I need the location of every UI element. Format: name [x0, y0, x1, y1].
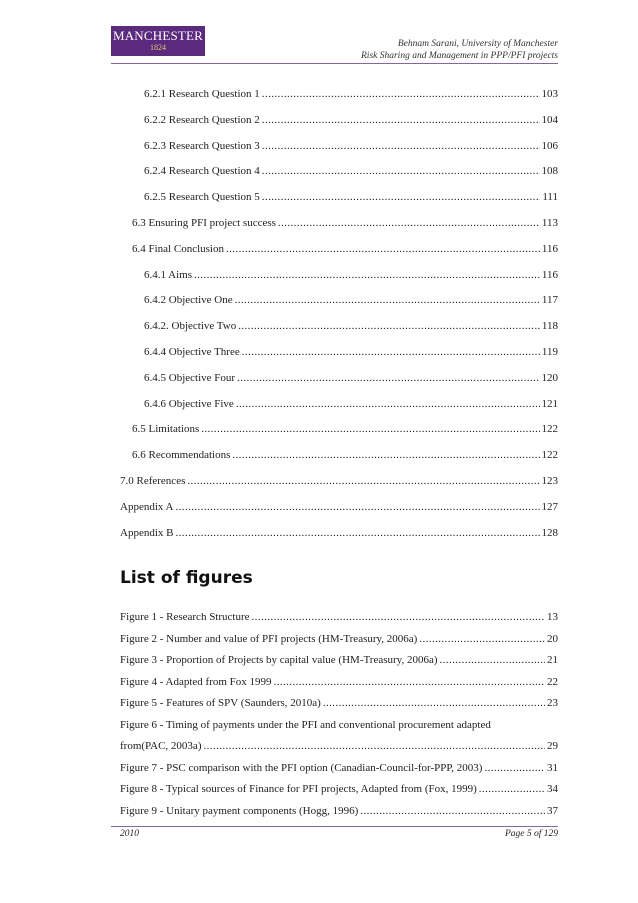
entry-page-number: 22 [547, 675, 558, 688]
entry-page-number: 116 [541, 268, 558, 281]
entry-page-number: 111 [542, 191, 558, 204]
entry-title: Figure 9 - Unitary payment components (Hogg, 1996) [120, 804, 359, 817]
dot-leader [175, 525, 539, 541]
entry-title: 6.4.4 Objective Three [144, 345, 240, 358]
entry-title: 6.2.5 Research Question 5 [144, 191, 260, 204]
dot-leader [278, 215, 540, 231]
dot-leader [262, 189, 541, 205]
figure-entry[interactable] [120, 738, 558, 760]
entry-page-number: 117 [541, 294, 558, 307]
toc-entry[interactable] [120, 112, 558, 138]
toc-entry[interactable] [120, 499, 558, 525]
dot-leader [236, 396, 540, 412]
entry-page-number: 122 [541, 449, 558, 462]
entry-title: from(PAC, 2003a) [120, 740, 202, 752]
header-thesis-title: Risk Sharing and Management in PPP/PFI projects [361, 51, 558, 61]
list-of-figures [120, 609, 558, 824]
entry-title: 7.0 References [120, 474, 186, 487]
dot-leader [235, 292, 540, 308]
toc-entry[interactable] [120, 318, 558, 344]
figure-entry[interactable] [120, 631, 558, 653]
entry-page-number: 119 [541, 345, 558, 358]
entry-title: Figure 7 - PSC comparison with the PFI option (Canadian-Council-for-PPP, 2003) [120, 761, 483, 774]
entry-page-number: 13 [547, 611, 558, 623]
dot-leader [187, 473, 539, 489]
toc-entry[interactable] [120, 344, 558, 370]
entry-title: 6.4.6 Objective Five [144, 397, 234, 410]
dot-leader [323, 695, 545, 711]
entry-page-number: 121 [541, 397, 558, 410]
entry-page-number: 21 [547, 654, 558, 666]
figure-entry[interactable] [120, 695, 558, 717]
entry-title: 6.4.2 Objective One [144, 294, 233, 307]
dot-leader [262, 163, 540, 179]
header-divider [111, 63, 558, 64]
entry-page-number: 37 [547, 804, 558, 817]
logo-year: 1824 [150, 43, 166, 52]
header-author: Behnam Sarani, University of Manchester [397, 39, 558, 49]
entry-title: 6.4.2. Objective Two [144, 320, 237, 333]
figure-entry[interactable] [120, 674, 558, 696]
entry-title: Figure 2 - Number and value of PFI projects (HM-Treasury, 2006a) [120, 632, 418, 645]
footer-year: 2010 [120, 829, 139, 839]
entry-page-number: 23 [547, 697, 558, 709]
entry-title: 6.3 Ensuring PFI project success [132, 216, 276, 229]
dot-leader [274, 674, 545, 690]
dot-leader [360, 803, 545, 819]
table-of-contents [120, 86, 558, 550]
entry-title: Appendix A [120, 500, 174, 513]
figure-entry[interactable] [120, 609, 558, 631]
footer-divider [111, 826, 558, 827]
footer-page-number: Page 5 of 129 [504, 829, 558, 839]
entry-page-number: 104 [541, 113, 558, 126]
toc-entry[interactable] [120, 396, 558, 422]
entry-title: 6.2.1 Research Question 1 [144, 88, 260, 100]
dot-leader [484, 760, 545, 776]
entry-page-number: 120 [541, 371, 558, 384]
toc-entry[interactable] [120, 215, 558, 241]
dot-leader [238, 318, 540, 334]
toc-entry[interactable] [120, 473, 558, 499]
dot-leader [262, 138, 540, 154]
figure-entry[interactable] [120, 652, 558, 674]
logo-name: MANCHESTER [112, 28, 204, 43]
dot-leader [201, 421, 539, 437]
entry-title: 6.4.5 Objective Four [144, 371, 236, 384]
toc-entry[interactable] [120, 241, 558, 267]
entry-page-number: 128 [541, 526, 558, 539]
entry-title: 6.5 Limitations [132, 423, 200, 436]
entry-page-number: 34 [547, 783, 558, 795]
list-of-figures-heading: List of figures [120, 568, 253, 588]
figure-entry[interactable] [120, 717, 558, 739]
entry-title: Figure 3 - Proportion of Projects by capital value (HM-Treasury, 2006a) [120, 654, 438, 666]
toc-entry[interactable] [120, 447, 558, 473]
entry-page-number: 116 [541, 242, 558, 255]
dot-leader [226, 241, 540, 257]
entry-title: Figure 6 - Timing of payments under the PFI and conventional procurement adapted [120, 718, 491, 731]
entry-title: Figure 8 - Typical sources of Finance for PFI projects, Adapted from (Fox, 1999) [120, 783, 477, 795]
dot-leader [175, 499, 539, 515]
entry-title: Figure 4 - Adapted from Fox 1999 [120, 675, 272, 688]
toc-entry[interactable] [120, 163, 558, 189]
entry-title: Figure 5 - Features of SPV (Saunders, 2010a) [120, 697, 321, 709]
toc-entry[interactable] [120, 138, 558, 164]
entry-page-number: 118 [541, 320, 558, 333]
dot-leader [262, 112, 540, 128]
toc-entry[interactable] [120, 292, 558, 318]
entry-title: 6.4 Final Conclusion [132, 242, 224, 255]
dot-leader [479, 781, 545, 797]
figure-entry[interactable] [120, 803, 558, 825]
entry-title: Appendix B [120, 526, 174, 539]
dot-leader [242, 344, 540, 360]
entry-page-number: 20 [547, 632, 558, 645]
entry-title: 6.6 Recommendations [132, 449, 231, 462]
toc-entry[interactable] [120, 267, 558, 293]
entry-title: 6.2.2 Research Question 2 [144, 113, 260, 126]
toc-entry[interactable] [120, 370, 558, 396]
dot-leader [262, 86, 540, 102]
toc-entry[interactable] [120, 86, 558, 112]
entry-title: 6.4.1 Aims [144, 268, 192, 281]
entry-page-number: 108 [541, 165, 558, 178]
dot-leader [252, 609, 545, 625]
running-header [361, 38, 558, 62]
toc-entry[interactable] [120, 421, 558, 447]
dot-leader [419, 631, 545, 647]
dot-leader [237, 370, 539, 386]
entry-title: 6.2.4 Research Question 4 [144, 165, 260, 178]
entry-page-number: 31 [547, 761, 558, 774]
dot-leader [232, 447, 539, 463]
entry-page-number: 103 [541, 88, 558, 100]
entry-page-number: 106 [541, 139, 558, 152]
entry-page-number: 113 [541, 216, 558, 229]
entry-page-number: 122 [541, 423, 558, 436]
entry-page-number: 127 [541, 500, 558, 513]
dot-leader [203, 738, 545, 754]
entry-title: Figure 1 - Research Structure [120, 611, 250, 623]
figure-entry[interactable] [120, 760, 558, 782]
toc-entry[interactable] [120, 189, 558, 215]
entry-page-number: 123 [541, 474, 558, 487]
entry-page-number: 29 [547, 740, 558, 752]
figure-entry[interactable] [120, 781, 558, 803]
dot-leader [194, 267, 540, 283]
dot-leader [440, 652, 545, 668]
university-logo [111, 26, 205, 56]
entry-title: 6.2.3 Research Question 3 [144, 139, 260, 152]
toc-entry[interactable] [120, 525, 558, 551]
